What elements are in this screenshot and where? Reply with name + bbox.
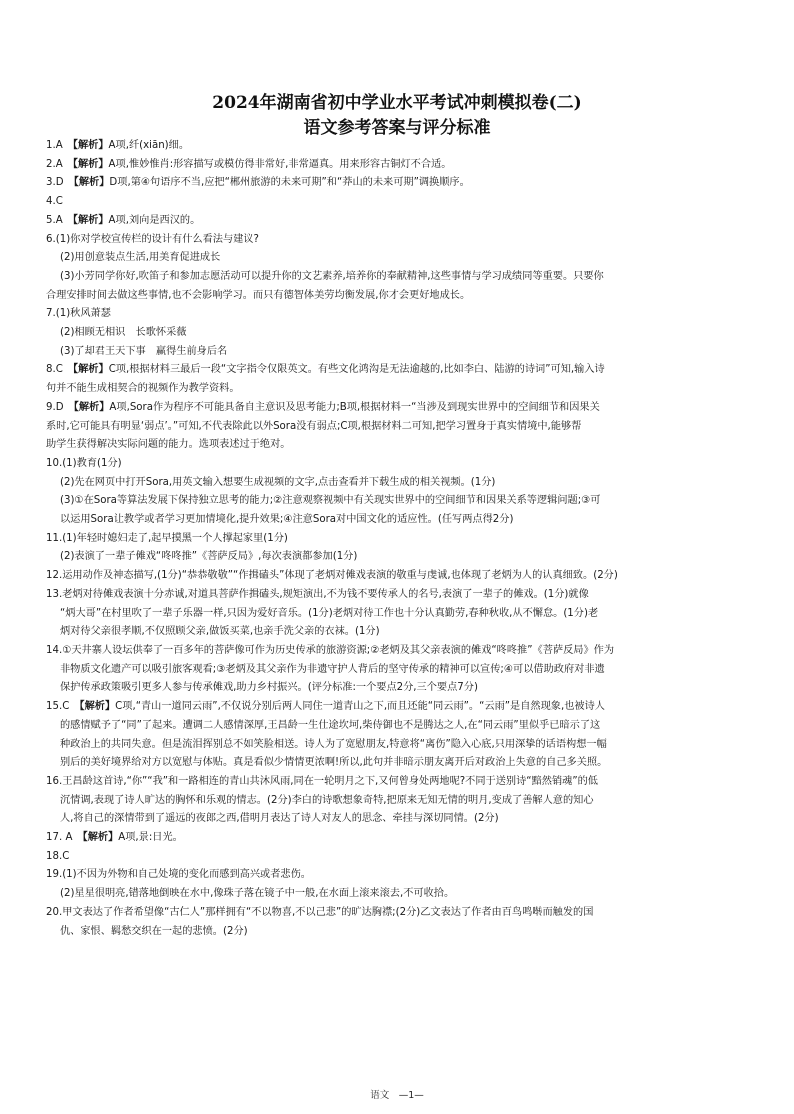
- answer-7: [46, 305, 748, 324]
- answer-text: 甲文表达了作者希望像“古仁人”那样拥有“不以物喜,不以己悲”的旷达胸襟;(2分)乙文表达了作者由百鸟鸣啭而触发的国: [62, 906, 594, 918]
- answer-text: A项,景:日光。: [118, 832, 183, 844]
- answer-7-part-3: (3)了却君王天下事 赢得生前身后名: [60, 345, 228, 357]
- answer-text: D项,第④句语序不当,应把“郴州旅游的未来可期”和“莽山的未来可期”调换顺序。: [109, 177, 470, 189]
- answer-text: (1)秋风萧瑟: [55, 308, 111, 320]
- answer-number: 1.A: [46, 140, 63, 151]
- answer-10-part-3: (3)①在Sora等算法发展下保持独立思考的能力;②注意观察视频中有关现实世界中的空间细节和因果关系等逻辑问题;③可: [60, 495, 601, 507]
- answer-text: C项,根据材料三最后一段“文字指令仅限英文。有些文化鸿沟是无法逾越的,比如李白、陆游的诗词”可知,输入诗: [108, 364, 605, 376]
- analysis-tag: 【解析】: [73, 177, 110, 189]
- answer-16-cont-2: 人,将自己的深情带到了遥远的夜郎之西,借明月表达了诗人对友人的思念、牵挂与深切同情。(2分): [60, 813, 499, 825]
- answer-8: [46, 361, 748, 380]
- answer-number: 2.A: [46, 158, 63, 170]
- page-title: 2024年湖南省初中学业水平考试冲刺模拟卷(二): [212, 93, 582, 113]
- answer-number: 3.D: [46, 177, 64, 189]
- answer-16: [46, 773, 748, 792]
- answer-text: (1)年轻时媳妇走了,起早摸黑一个人撑起家里(1分): [62, 532, 288, 544]
- answer-14-cont-2: 保护传承政策吸引更多人参与传承傩戏,助力乡村振兴。(评分标准:一个要点2分,三个要点7分): [60, 682, 478, 694]
- analysis-tag: 【解析】: [79, 701, 116, 713]
- answer-9: [46, 399, 748, 418]
- answer-text: A项,惟妙惟肖:形容描写或模仿得非常好,非常逼真。用来形容古铜灯不合适。: [108, 158, 452, 170]
- answer-9-cont-1: 系时,它可能具有明显‘弱点’。”可知,不代表除此以外Sora没有弱点;C项,根据材料二可知,把学习置身于真实情境中,能够帮: [46, 420, 582, 432]
- answer-number: 17. A: [46, 832, 73, 844]
- answer-7-part-2: (2)相顾无相识 长歌怀采薇: [60, 327, 187, 339]
- answer-6-part-3-cont: 合理安排时间去做这些事情,也不会影响学习。而只有德智体美劳均衡发展,你才会更好地成长。: [46, 289, 471, 301]
- answer-number: 9.D: [46, 401, 64, 413]
- analysis-tag: 【解析】: [72, 214, 109, 226]
- answer-19-part-2: (2)星星很明亮,错落地倒映在水中,像珠子落在镜子中一般,在水面上滚来滚去,不可收拾。: [60, 888, 455, 900]
- answer-number: 13.: [46, 588, 63, 600]
- answer-17: [46, 829, 748, 848]
- answer-list: [46, 137, 748, 941]
- answer-16-cont-1: 沉情调,表现了诗人旷达的胸怀和乐观的情志。(2分)李白的诗歌想象奇特,把原来无知无情的明月,变成了善解人意的知心: [60, 794, 594, 806]
- answer-11: [46, 530, 748, 549]
- answer-10: [46, 455, 748, 474]
- answer-18: [46, 848, 748, 867]
- answer-4: [46, 193, 748, 212]
- answer-text: A项,Sora作为程序不可能具备自主意识及思考能力;B项,根据材料一“当涉及到现实世界中的空间细节和因果关: [109, 401, 600, 413]
- answer-text: (1)你对学校宣传栏的设计有什么看法与建议?: [55, 233, 259, 245]
- answer-number: 10.: [46, 457, 63, 469]
- answer-number: 16.: [46, 775, 63, 787]
- answer-10-part-3-cont: 以运用Sora让教学或者学习更加情境化,提升效果;④注意Sora对中国文化的适应性。(任写两点得2分): [60, 514, 514, 526]
- answer-number: 12.: [46, 570, 63, 582]
- answer-number: 20.: [46, 906, 63, 918]
- answer-text: A项,刘向是西汉的。: [108, 214, 201, 226]
- answer-number: 14.: [46, 644, 63, 656]
- answer-15: [46, 698, 748, 717]
- answer-11-part-2: (2)表演了一辈子傩戏“咚咚推”《菩萨反局》,每次表演都参加(1分): [60, 551, 358, 563]
- answer-6: [46, 231, 748, 250]
- answer-6-part-2: (2)用创意装点生活,用美育促进成长: [60, 252, 221, 264]
- answer-number: 18.C: [46, 850, 70, 862]
- analysis-tag: 【解析】: [73, 401, 110, 413]
- analysis-tag: 【解析】: [72, 140, 109, 151]
- answer-12: [46, 567, 748, 586]
- answer-number: 6.: [46, 233, 56, 245]
- answer-text: 运用动作及神态描写,(1分)“恭恭敬敬”“作揖磕头”体现了老炳对傩戏表演的敬重与虔诚,也体现了老炳为人的认真细致。(2分): [62, 570, 618, 582]
- answer-15-cont-1: 的感情赋予了“同”了起来。遭调二人感情深厚,王昌龄一生仕途坎坷,柴侍御也不是腾达之人,在“同云雨”里似乎已暗示了这: [60, 719, 601, 731]
- answer-3: [46, 174, 748, 193]
- page-footer: 语文 —1—: [370, 1090, 424, 1101]
- answer-15-cont-2: 种政治上的共同失意。但是流泪挥别总不如笑脸相送。诗人为了宽慰朋友,特意将“离伤”隐入心底,只用深挚的话语构想一幅: [60, 738, 607, 750]
- answer-20-cont: 仇、家恨、羁愁交织在一起的悲愤。(2分): [60, 925, 248, 937]
- answer-13-cont-2: 炳对待父亲很孝顺,不仅照顾父亲,做饭买菜,也亲手洗父亲的衣袜。(1分): [60, 626, 380, 638]
- answer-number: 7.: [46, 308, 56, 320]
- answer-text: ①天井寨人设坛供奉了一百多年的菩萨像可作为历史传承的旅游资源;②老炳及其父亲表演的傩戏“咚咚推”《菩萨反局》作为: [62, 644, 615, 656]
- answer-14: [46, 642, 748, 661]
- answer-number: 8.C: [46, 364, 63, 376]
- answer-10-part-2: (2)先在网页中打开Sora,用英文输入想要生成视频的文字,点击查看并下载生成的相关视频。(1分): [60, 476, 496, 488]
- answer-13: [46, 586, 748, 605]
- analysis-tag: 【解析】: [82, 832, 119, 844]
- answer-text: C项,“青山一道同云雨”,不仅说分别后两人同住一道青山之下,而且还能“同云雨”。“云雨”是自然现象,也被诗人: [115, 701, 605, 713]
- page-subtitle: 语文参考答案与评分标准: [303, 118, 491, 138]
- answer-number: 19.: [46, 869, 63, 881]
- analysis-tag: 【解析】: [72, 158, 109, 170]
- answer-text: (1)不因为外物和自己处境的变化而感到高兴或者悲伤。: [62, 869, 311, 881]
- answer-9-cont-2: 助学生获得解决实际问题的能力。选项表述过于绝对。: [46, 439, 291, 451]
- answer-1: [46, 137, 748, 156]
- answer-number: 11.: [46, 532, 63, 544]
- answer-text: 王昌龄这首诗,“你”“我”和一路相连的青山共沐风雨,同在一轮明月之下,又何曾身处两地呢?不同于送别诗“黯然销魂”的低: [62, 775, 598, 787]
- answer-14-cont-1: 非物质文化遗产可以吸引旅客观看;③老炳及其父亲作为非遗守护人背后的坚守传承的精神可以宣传;④可以借助政府对非遗: [60, 663, 605, 675]
- answer-19: [46, 866, 748, 885]
- answer-number: 5.A: [46, 214, 63, 226]
- answer-20: [46, 904, 748, 923]
- answer-text: 老炳对待傩戏表演十分赤诚,对道具菩萨作揖磕头,规矩演出,不为钱不要传承人的名号,表演了一辈子的傩戏。(1分)就像: [62, 588, 589, 600]
- answer-15-cont-3: 别后的美好境界给对方以宽慰与体贴。真是看似少情情更浓啊!所以,此句并非暗示朋友离开后对政治上失意的自己多关照。: [60, 757, 608, 769]
- answer-text: (1)教育(1分): [62, 457, 122, 469]
- answer-number: 15.C: [46, 701, 70, 713]
- answer-number: 4.C: [46, 196, 63, 208]
- analysis-tag: 【解析】: [73, 364, 109, 376]
- answer-13-cont-1: “炳大哥”在村里吹了一辈子乐器一样,只因为爱好音乐。(1分)老炳对待工作也十分认真勤劳,春种秋收,从不懈怠。(1分)老: [60, 607, 599, 619]
- answer-5: [46, 212, 748, 231]
- answer-2: [46, 156, 748, 175]
- answer-text: A项,纤(xiān)细。: [108, 140, 190, 151]
- answer-6-part-3: (3)小芳同学你好,吹笛子和参加志愿活动可以提升你的文艺素养,培养你的奉献精神,这些事情与学习成绩同等重要。只要你: [60, 270, 604, 282]
- answer-8-cont: 句并不能生成相契合的视频作为教学资料。: [46, 383, 240, 395]
